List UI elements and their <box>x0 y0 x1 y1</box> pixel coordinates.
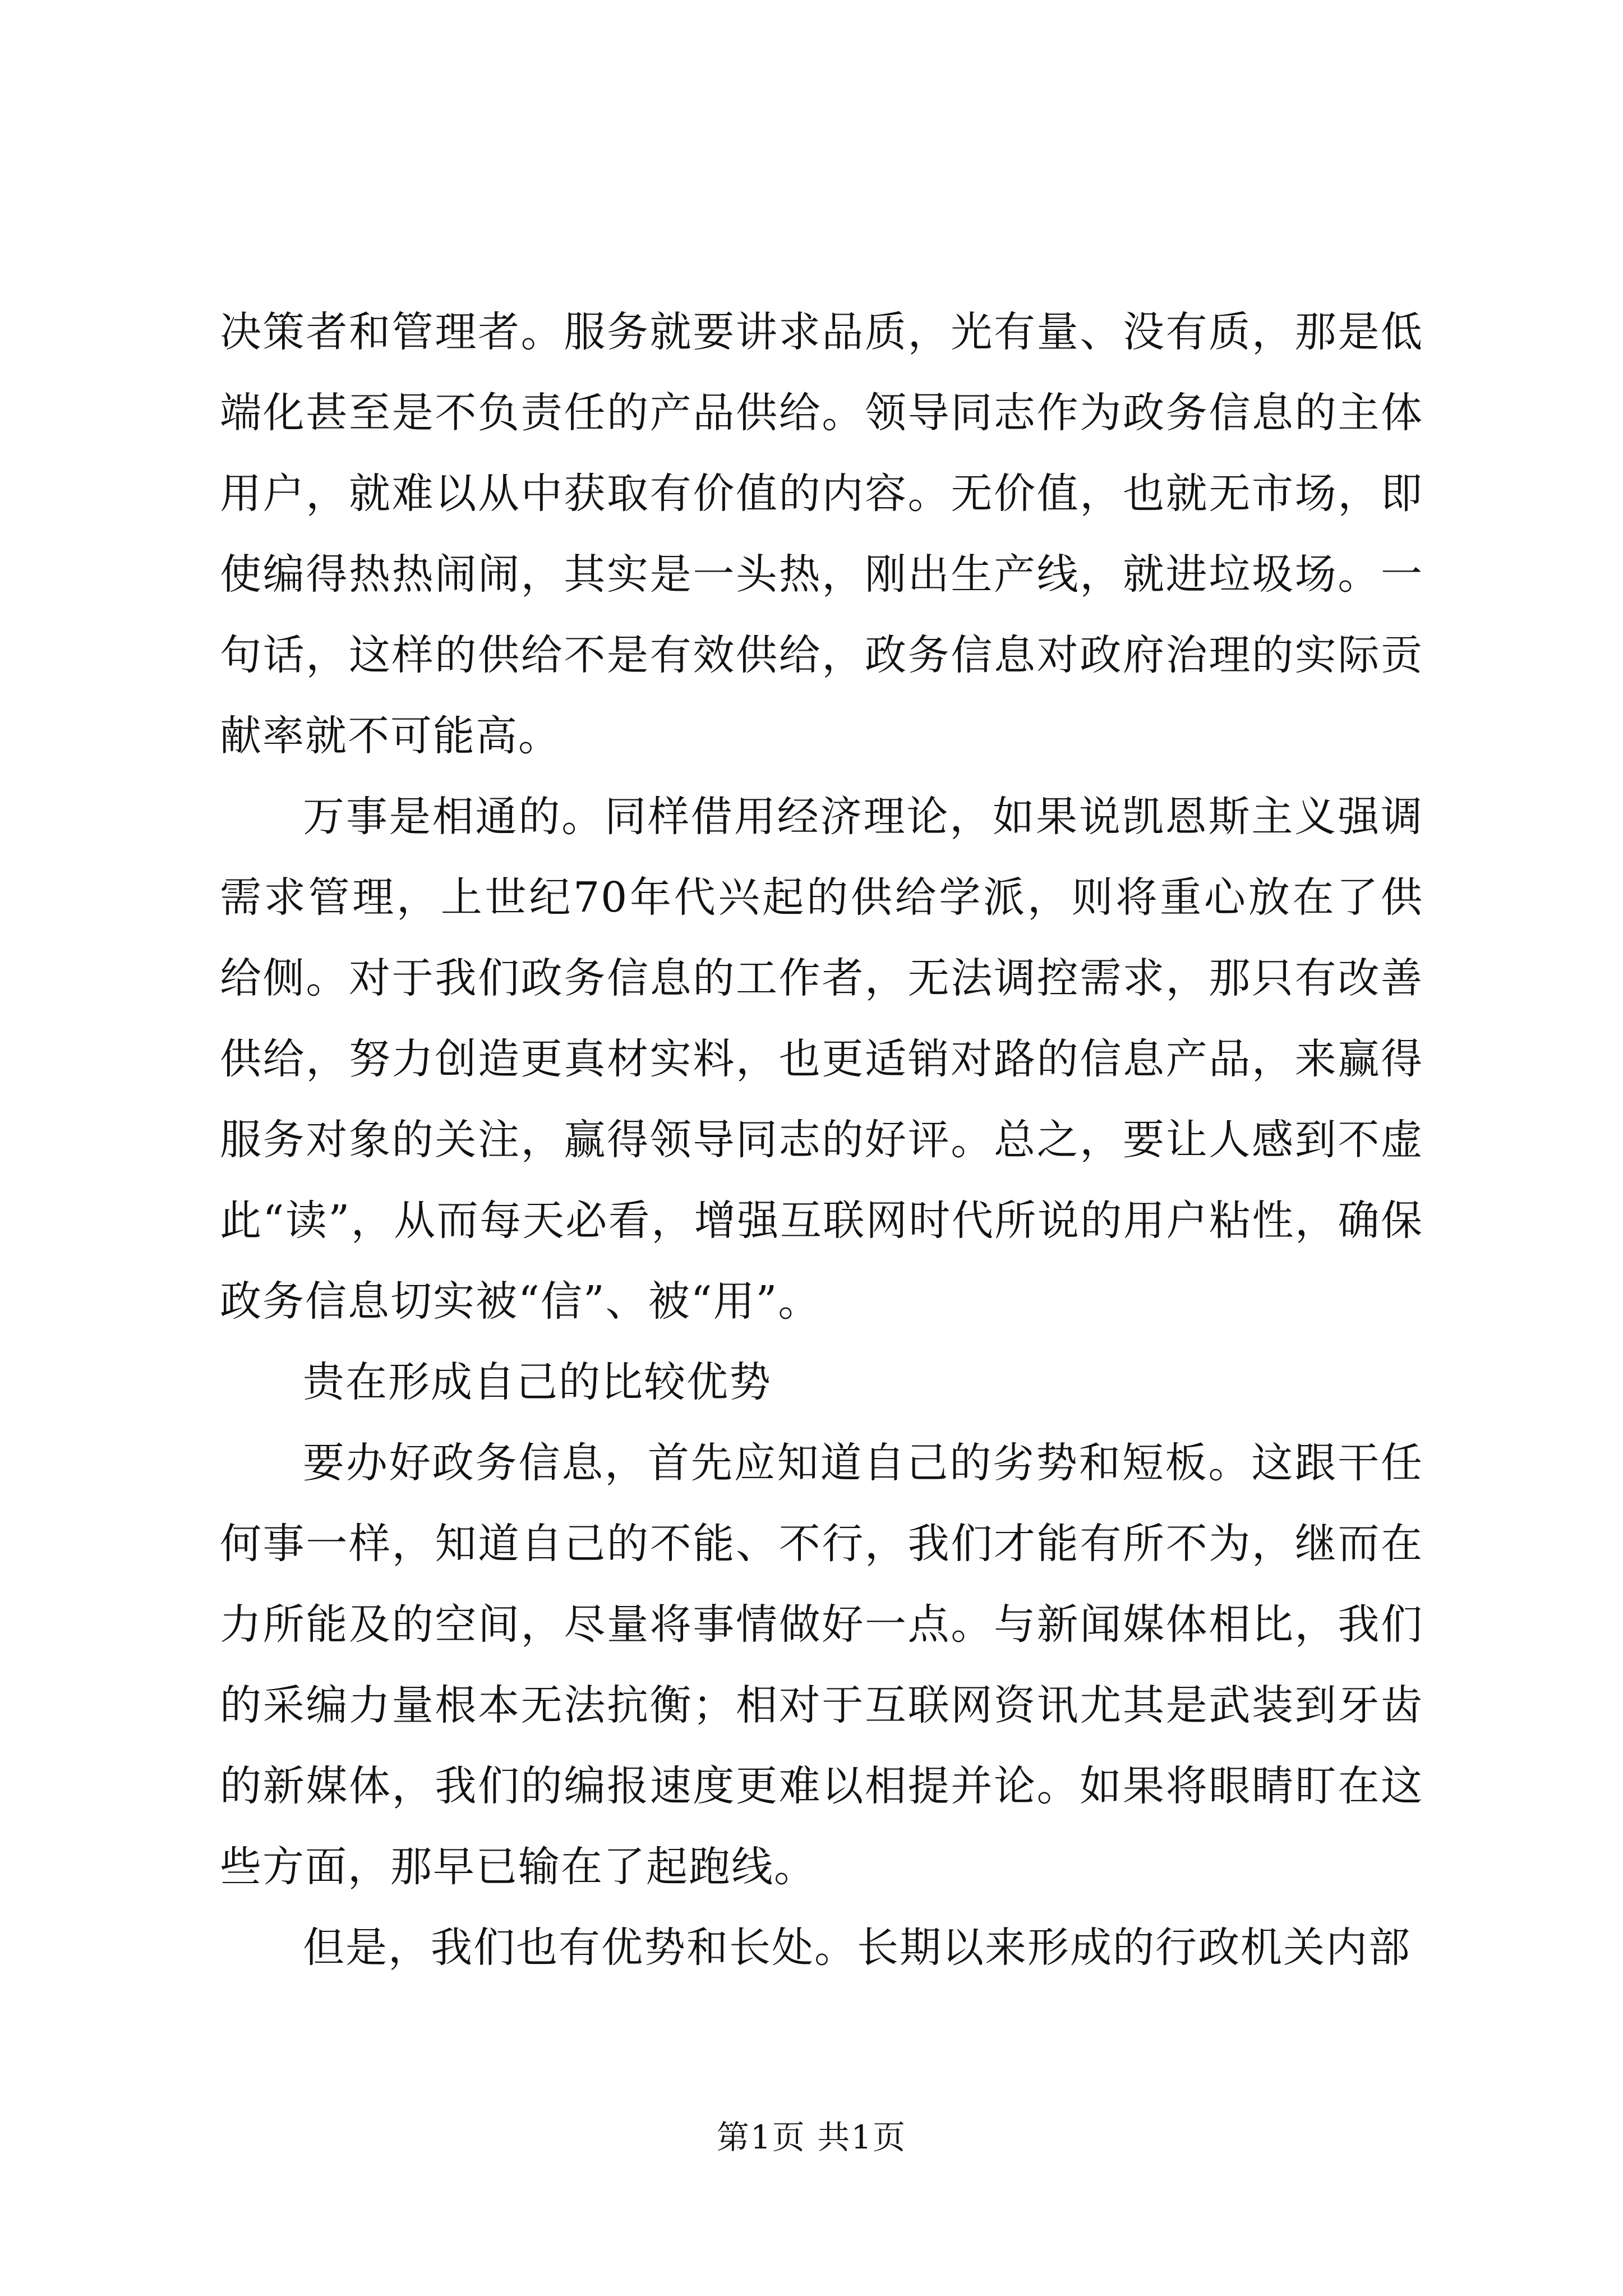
section-heading: 贵在形成自己的比较优势 <box>303 1358 772 1406</box>
paragraph-2: 万事是相通的。同样借用经济理论，如果说凯恩斯主义强调需求管理，上世纪70年代兴起的供给学派，则将重心放在了供给侧。对于我们政务信息的工作者，无法调控需求，那只有改善供给，努力创造更真材实料，也更适销对路的信息产品，来赢得服务对象的关注，赢得领导同志的好评。总之，要让人感到不虚此“读”，从而每天必看，增强互联网时代所说的用户粘性，确保政务信息切实被“信”、被“用”。 <box>220 793 1423 1326</box>
paragraph-4: 但是，我们也有优势和长处。长期以来形成的行政机关内部 <box>303 1924 1411 1972</box>
document-body <box>220 292 1423 1988</box>
paragraph-3: 要办好政务信息，首先应知道自己的劣势和短板。这跟干任何事一样，知道自己的不能、不行，我们才能有所不为，继而在力所能及的空间，尽量将事情做好一点。与新闻媒体相比，我们的采编力量根本无法抗衡；相对于互联网资讯尤其是武装到牙齿的新媒体，我们的编报速度更难以相提并论。如果将眼睛盯在这些方面，那早已输在了起跑线。 <box>220 1439 1423 1891</box>
paragraph-1: 决策者和管理者。服务就要讲求品质，光有量、没有质，那是低端化甚至是不负责任的产品供给。领导同志作为政务信息的主体用户，就难以从中获取有价值的内容。无价值，也就无市场，即使编得热热闹闹，其实是一头热，刚出生产线，就进垃圾场。一句话，这样的供给不是有效供给，政务信息对政府治理的实际贡献率就不可能高。 <box>220 308 1423 760</box>
page-footer: 第1页 共1页 <box>716 2118 907 2156</box>
